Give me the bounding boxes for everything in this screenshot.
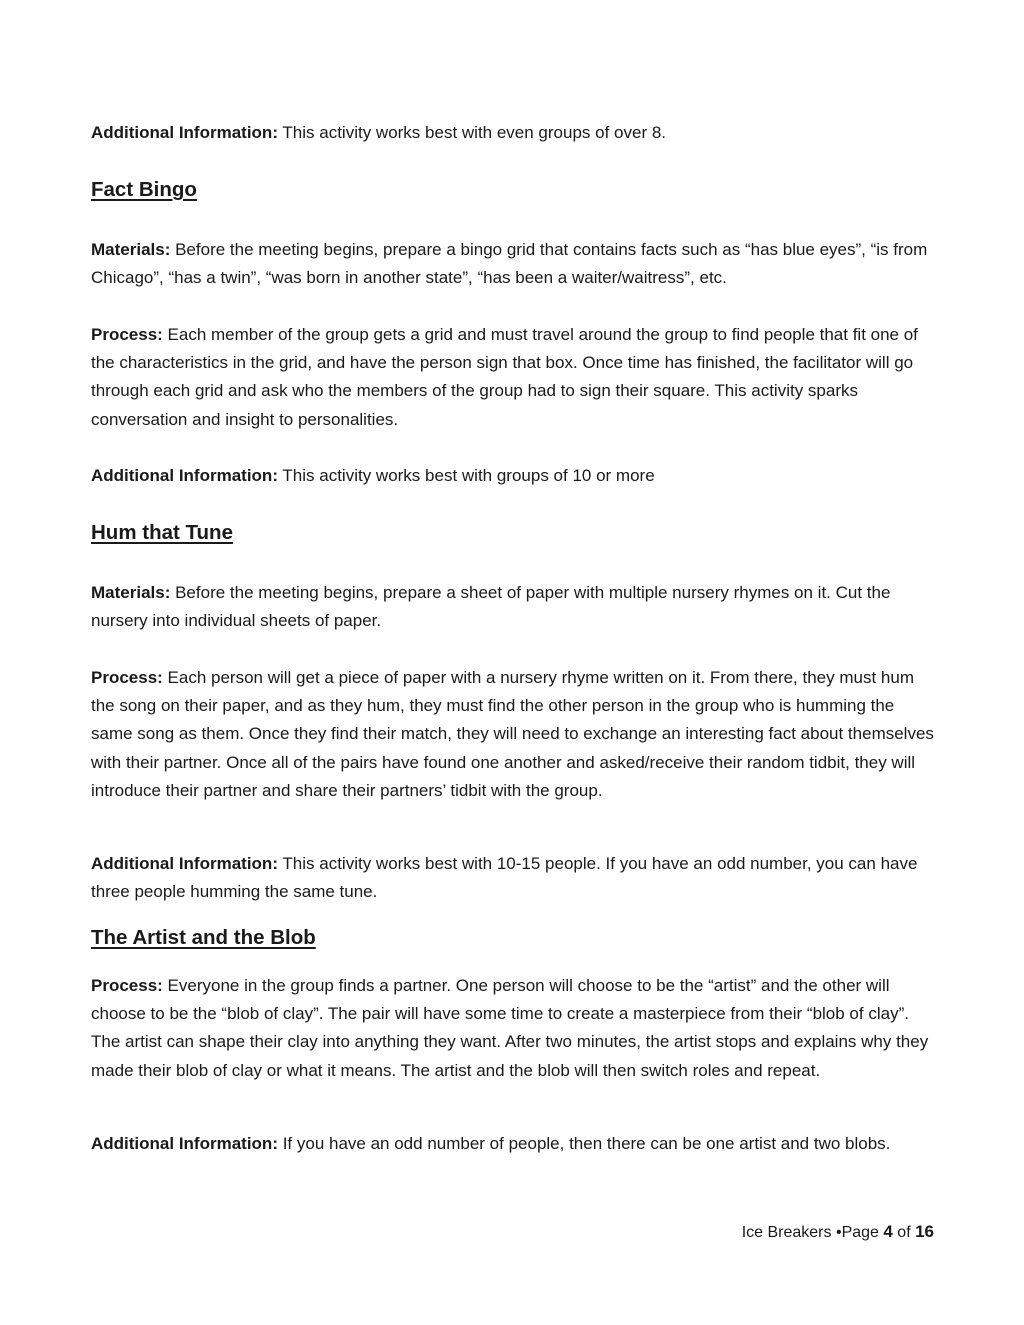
materials-label: Materials: bbox=[91, 583, 171, 602]
materials-text: Before the meeting begins, prepare a sheet of paper with multiple nursery rhymes on it. Cut the nursery into individual sheets of paper. bbox=[91, 583, 891, 631]
footer-page-total: 16 bbox=[915, 1222, 934, 1241]
fact-bingo-additional-info bbox=[91, 462, 936, 490]
hum-that-tune-materials bbox=[91, 579, 936, 635]
process-text: Each member of the group gets a grid and must travel around the group to find people that fit one of the characteristics in the grid, and have the person sign that box. Once time has finished, the facilitator will go through each grid and ask who the members of the group had to sign their square. This activity sparks conversation and insight to personalities. bbox=[91, 325, 918, 429]
fact-bingo-materials bbox=[91, 236, 936, 292]
additional-info-text: This activity works best with 10-15 people. If you have an odd number, you can have three people humming the same tune. bbox=[91, 854, 918, 902]
additional-info-label: Additional Information: bbox=[91, 854, 278, 873]
section-title-hum-that-tune: Hum that Tune bbox=[91, 521, 233, 544]
process-text: Everyone in the group finds a partner. One person will choose to be the “artist” and the other will choose to be the “blob of clay”. The pair will have some time to create a masterpiece from their “blob of clay”. The artist can shape their clay into anything they want. After two minutes, the artist stops and explains why they made their blob of clay or what it means. The artist and the blob will then switch roles and repeat. bbox=[91, 976, 929, 1080]
footer-page-number: 4 bbox=[883, 1222, 893, 1241]
additional-info-label: Additional Information: bbox=[91, 123, 278, 142]
hum-that-tune-additional-info bbox=[91, 850, 936, 906]
process-label: Process: bbox=[91, 325, 163, 344]
artist-blob-additional-info bbox=[91, 1130, 936, 1158]
materials-label: Materials: bbox=[91, 240, 171, 259]
materials-text: Before the meeting begins, prepare a bingo grid that contains facts such as “has blue eyes”, “is from Chicago”, “has a twin”, “was born in another state”, “has been a waiter/waitress”, etc. bbox=[91, 240, 928, 288]
page-footer bbox=[742, 1218, 934, 1247]
footer-bullet: • bbox=[835, 1224, 842, 1241]
process-label: Process: bbox=[91, 668, 163, 687]
footer-doc-name: Ice Breakers bbox=[741, 1224, 832, 1241]
process-label: Process: bbox=[91, 976, 163, 995]
footer-page-word: Page bbox=[841, 1224, 884, 1241]
footer-of-word: of bbox=[892, 1224, 916, 1241]
fact-bingo-process bbox=[91, 321, 936, 434]
prev-additional-info bbox=[91, 119, 936, 147]
additional-info-label: Additional Information: bbox=[91, 1134, 278, 1153]
additional-info-label: Additional Information: bbox=[91, 466, 278, 485]
hum-that-tune-process bbox=[91, 664, 936, 805]
additional-info-text: If you have an odd number of people, then there can be one artist and two blobs. bbox=[277, 1134, 891, 1153]
section-title-fact-bingo: Fact Bingo bbox=[91, 178, 197, 201]
artist-blob-process bbox=[91, 972, 936, 1085]
additional-info-text: This activity works best with groups of 10 or more bbox=[277, 466, 655, 485]
process-text: Each person will get a piece of paper with a nursery rhyme written on it. From there, they must hum the song on their paper, and as they hum, they must find the other person in the group who is humming the same song as them. Once they find their match, they will need to exchange an interesting fact about themselves with their partner. Once all of the pairs have found one another and asked/receive their random tidbit, they will introduce their partner and share their partners’ tidbit with the group. bbox=[91, 668, 934, 800]
section-title-artist-and-blob: The Artist and the Blob bbox=[91, 926, 316, 949]
additional-info-text: This activity works best with even groups of over 8. bbox=[277, 123, 667, 142]
